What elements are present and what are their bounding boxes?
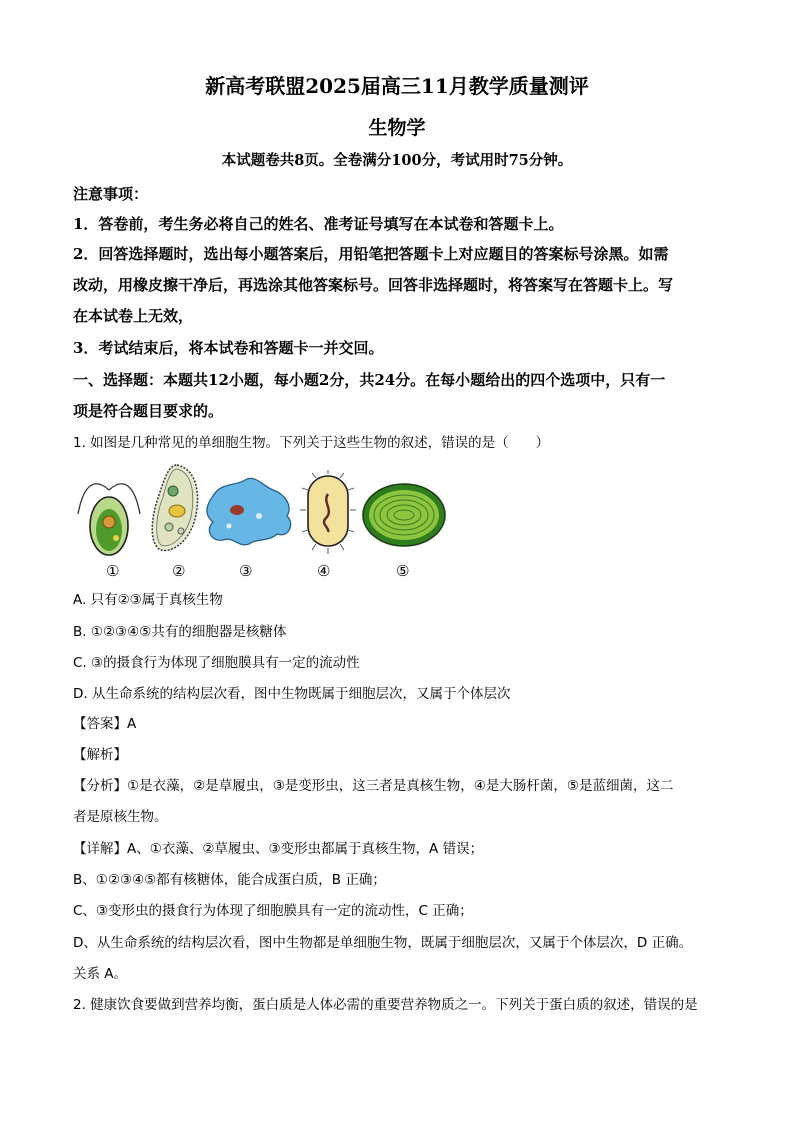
answer: 【答案】A [73,716,137,732]
option-a: A. 只有②③属于真核生物 [73,592,223,608]
note-2-line1: 2．回答选择题时，选出每小题答案后，用铅笔把答题卡上对应题目的答案标号涂黑。如需 [73,245,669,263]
note-1: 1．答卷前，考生务必将自己的姓名、准考证号填写在本试卷和答题卡上。 [73,215,564,233]
analysis-line1: 【分析】①是衣藻，②是草履虫，③是变形虫，这三者是真核生物，④是大肠杆菌，⑤是蓝细菌，这二 [73,778,674,794]
detail-d: D、从生命系统的结构层次看，图中生物都是单细胞生物，既属于细胞层次，又属于个体层次，D 正确。 [73,935,693,951]
section-heading-line2: 项是符合题目要求的。 [73,402,224,420]
analysis-line2: 者是原核生物。 [73,809,168,825]
detail-a: 【详解】A、①衣藻、②草履虫、③变形虫都属于真核生物，A 错误； [73,841,484,857]
paramecium-icon [147,461,205,557]
amoeba-icon [203,476,295,548]
figure-label-5: ⑤ [396,562,410,580]
option-b: B. ①②③④⑤共有的细胞器是核糖体 [73,624,287,640]
option-c: C. ③的摄食行为体现了细胞膜具有一定的流动性 [73,655,360,671]
section-heading-line1: 一、选择题：本题共12小题，每小题2分，共24分。在每小题给出的四个选项中，只有一 [73,371,666,389]
option-d: D. 从生命系统的结构层次看，图中生物既属于细胞层次，又属于个体层次 [73,686,511,702]
detail-c: C、③变形虫的摄食行为体现了细胞膜具有一定的流动性，C 正确； [73,903,473,919]
note-2-line2: 改动，用橡皮擦干净后，再选涂其他答案标号。回答非选择题时，将答案写在答题卡上。写 [73,276,674,294]
figure-label-4: ④ [317,562,331,580]
note-2-line3: 在本试卷上无效， [73,307,194,325]
question-2-stem: 2. 健康饮食要做到营养均衡，蛋白质是人体必需的重要营养物质之一。下列关于蛋白质的叙述，错误的是 [73,997,698,1013]
exam-info: 本试题卷共8页。全卷满分100分，考试用时75分钟。 [221,152,573,169]
cyanobacteria-icon [361,482,447,548]
question-1-stem: 1. 如图是几种常见的单细胞生物。下列关于这些生物的叙述，错误的是（ ） [73,435,550,451]
exam-title: 新高考联盟2025届高三11月教学质量测评 [205,74,589,98]
analysis-heading: 【解析】 [73,747,127,763]
e-coli-icon [300,470,356,554]
chlamydomonas-icon [76,468,142,560]
figure-label-1: ① [106,562,120,580]
detail-b: B、①②③④⑤都有核糖体，能合成蛋白质，B 正确； [73,872,386,888]
note-3: 3．考试结束后，将本试卷和答题卡一并交回。 [73,339,384,357]
notes-heading: 注意事项： [73,185,149,203]
figure-label-3: ③ [239,562,253,580]
conclusion: 关系 A。 [73,966,128,982]
figure-label-2: ② [172,562,186,580]
subject-title: 生物学 [368,117,426,139]
